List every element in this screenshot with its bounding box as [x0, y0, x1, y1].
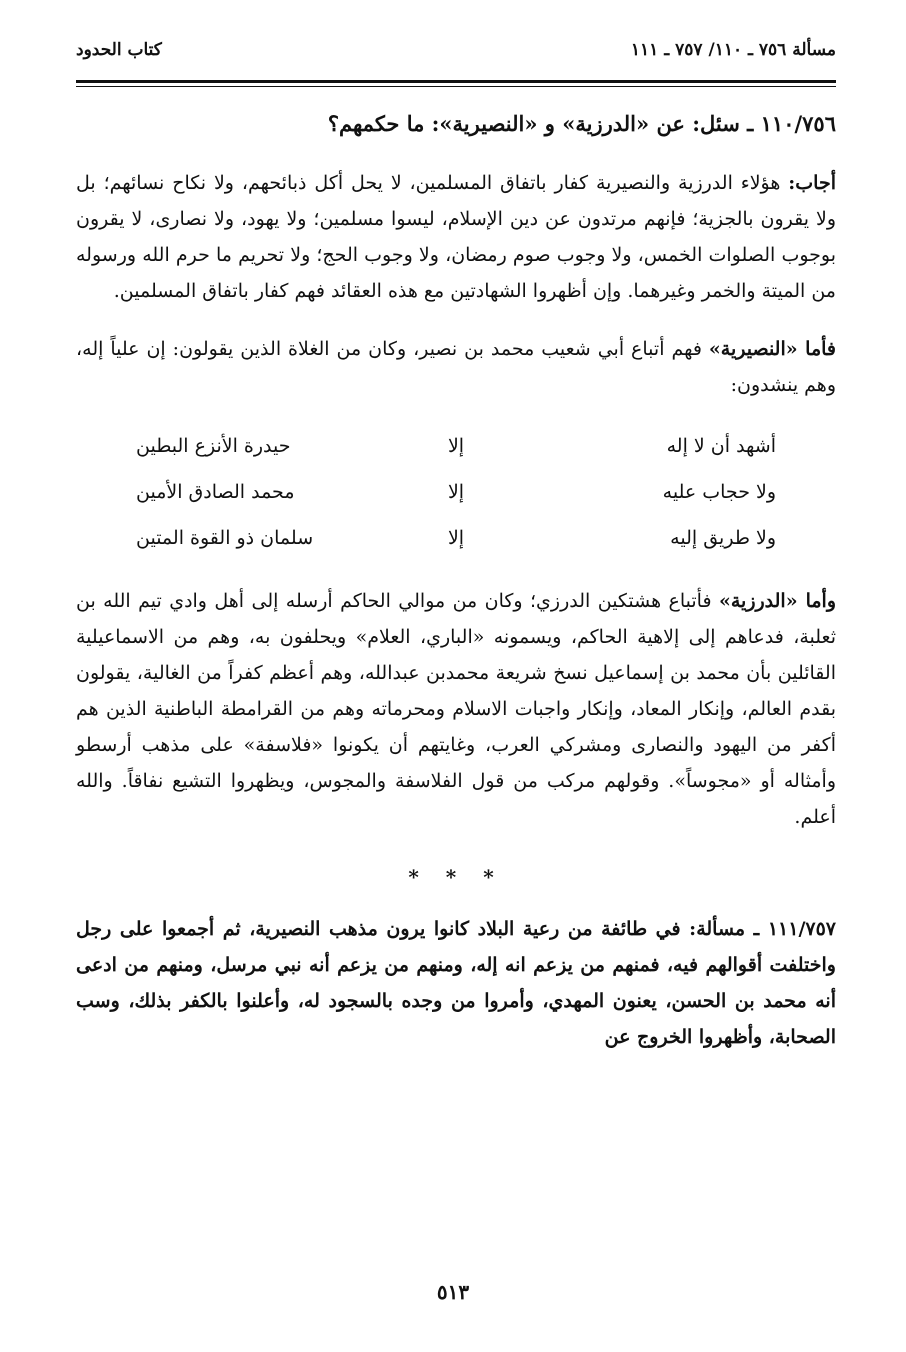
poem-block — [136, 423, 776, 561]
poem-connector: إلا — [447, 481, 465, 503]
header-rule-thin — [76, 86, 836, 87]
answer-lead: أجاب: — [788, 172, 836, 194]
nusayriyya-text: فهم أتباع أبي شعيب محمد بن نصير، وكان من الغلاة الذين يقولون: إن علياً إله، وهم ينشدون: — [76, 338, 836, 396]
header-rule-thick — [76, 80, 836, 83]
poem-hemistich-second: حيدرة الأنزع البطين — [136, 435, 291, 457]
page-number: ٥١٣ — [436, 1280, 470, 1304]
druze-text: فأتباع هشتكين الدرزي؛ وكان من موالي الحاكم أرسله إلى أهل وادي تيم الله بن ثعلبة، فدعاهم إلى إلاهية الحاكم، ويسمونه «الباري، العلام» ويحلفون به، وهم من الاسماعيلية القائلين بأن محمد بن إسماعيل نسخ شريعة محمدبن عبدالله، وهم أعظم كفراً من الغالية، يقولون بقدم العالم، وإنكار المعاد، وإنكار واجبات الاسلام ومحرماته وهم من القرامطة الباطنية الذين هم أكفر من اليهود والنصارى ومشركي العرب، وغايتهم أن يكونوا «فلاسفة» على مذهب أرسطو وأمثاله أو «مجوساً». وقولهم مركب من قول الفلاسفة والمجوس، ويظهروا التشيع نفاقاً. والله أعلم. — [76, 590, 836, 828]
poem-hemistich-first: ولا طريق إليه — [670, 527, 776, 549]
poem-line — [136, 515, 776, 561]
poem-connector: إلا — [447, 527, 465, 549]
druze-lead: وأما «الدرزية» — [718, 590, 836, 612]
poem-hemistich-first: ولا حجاب عليه — [662, 481, 776, 503]
druze-paragraph — [76, 583, 836, 835]
poem-hemistich-second: محمد الصادق الأمين — [136, 481, 295, 503]
poem-line — [136, 469, 776, 515]
nusayriyya-paragraph — [76, 331, 836, 403]
poem-connector: إلا — [447, 435, 465, 457]
answer-paragraph — [76, 165, 836, 309]
book-title: كتاب الحدود — [76, 40, 162, 60]
running-header — [76, 40, 836, 78]
book-page — [76, 40, 836, 1074]
answer-text: هؤلاء الدرزية والنصيرية كفار باتفاق المسلمين، لا يحل أكل ذبائحهم، ولا نكاح نسائهم؛ بل ولا يقرون بالجزية؛ فإنهم مرتدون عن دين الإسلام، ليسوا مسلمين؛ ولا يهود، ولا نصارى، لا يقرون بوجوب الصلوات الخمس، ولا وجوب صوم رمضان، ولا وجوب الحج؛ ولا تحريم ما حرم الله ورسوله من الميتة والخمر وغيرهما. وإن أظهروا الشهادتين مع هذه العقائد فهم كفار باتفاق المسلمين. — [76, 172, 836, 302]
question-757-paragraph: ١١١/٧٥٧ ـ مسألة: في طائفة من رعية البلاد كانوا يرون مذهب النصيرية، ثم أجمعوا على رجل واختلفت أقوالهم فيه، فمنهم من يزعم انه إله، ومنهم من يزعم أنه نبي مرسل، ومنهم من ادعى أنه محمد بن الحسن، يعنون المهدي، وأمروا من وجده بالسجود له، وأعلنوا بالكفر بذلك، وسب الصحابة، وأظهروا الخروج عن — [76, 918, 836, 1048]
section-separator: * * * — [408, 865, 504, 889]
poem-hemistich-first: أشهد أن لا إله — [666, 435, 776, 457]
nusayriyya-lead: فأما «النصيرية» — [708, 338, 837, 360]
issue-reference: مسألة ٧٥٦ ـ ١١٠/ ٧٥٧ ـ ١١١ — [630, 40, 836, 60]
poem-hemistich-second: سلمان ذو القوة المتين — [136, 527, 314, 549]
poem-line — [136, 423, 776, 469]
question-756-heading: ١١٠/٧٥٦ ـ سئل: عن «الدرزية» و «النصيرية»: ما حكمهم؟ — [327, 111, 836, 136]
